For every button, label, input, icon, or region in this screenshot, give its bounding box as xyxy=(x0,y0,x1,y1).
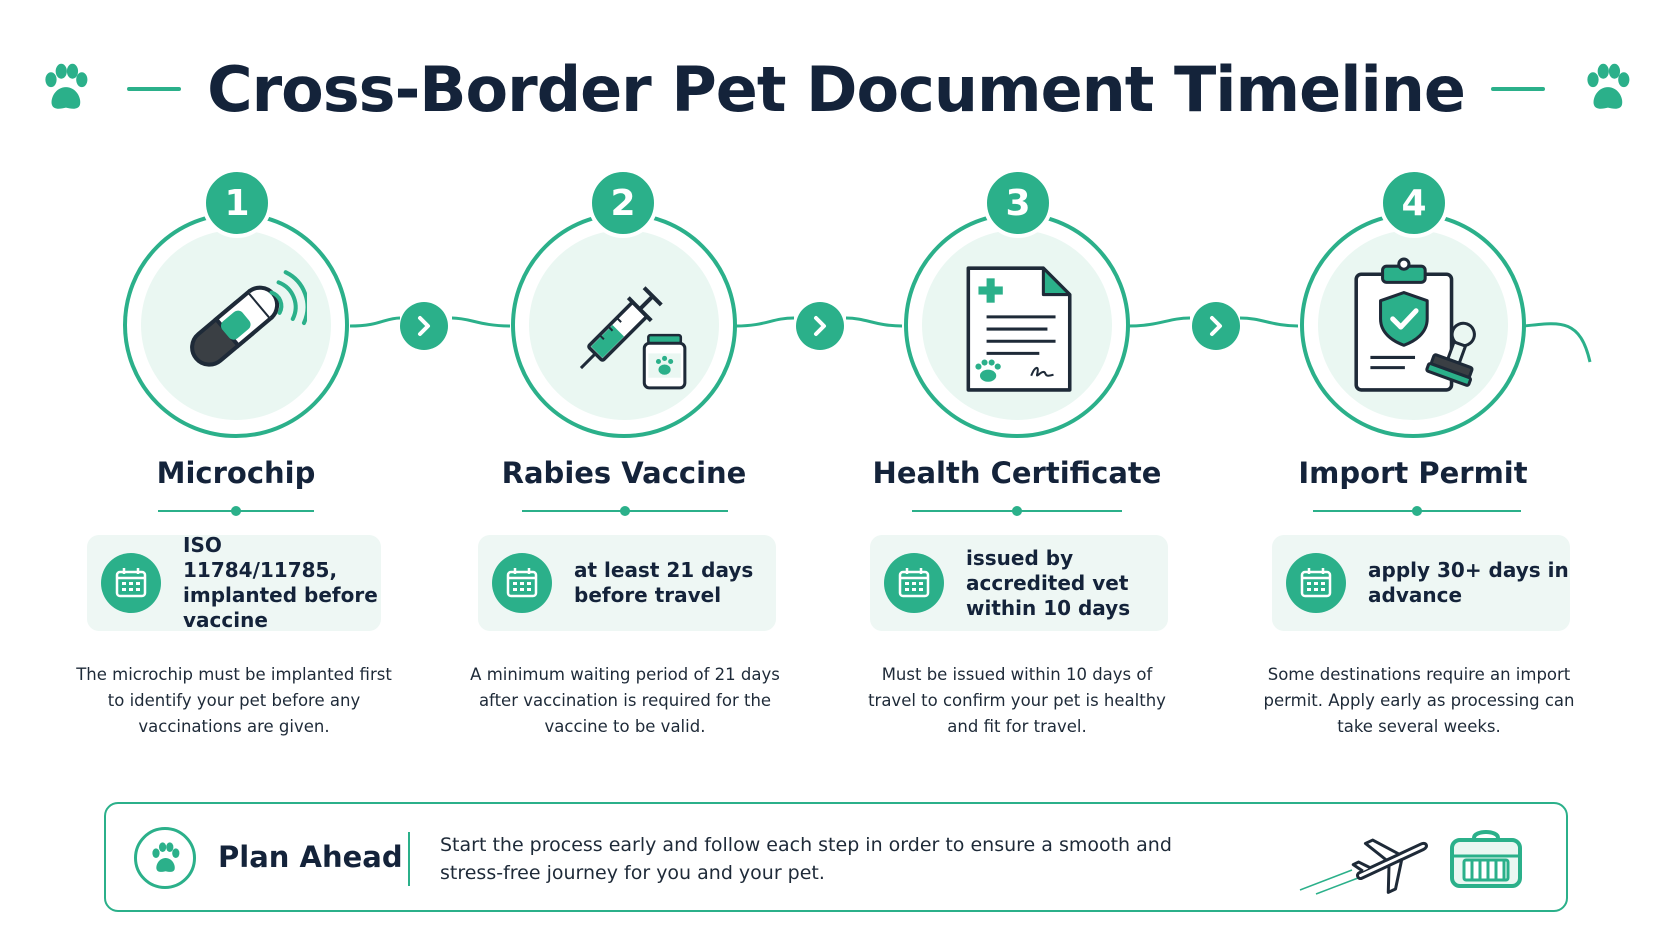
chevron-right-icon xyxy=(400,302,448,350)
step-2-number: 2 xyxy=(588,168,658,238)
pet-carrier-icon xyxy=(1446,826,1526,894)
plan-ahead-panel xyxy=(104,802,1568,912)
step-2-divider xyxy=(522,510,728,512)
page-title: Cross-Border Pet Document Timeline xyxy=(207,52,1465,126)
calendar-icon xyxy=(1286,553,1346,613)
step-4-requirement: apply 30+ days in advance xyxy=(1368,558,1569,607)
calendar-icon xyxy=(101,553,161,613)
plan-divider xyxy=(408,832,410,886)
plan-title: Plan Ahead xyxy=(218,840,403,874)
step-3-number: 3 xyxy=(983,168,1053,238)
step-2-circle xyxy=(511,212,737,438)
step-2-requirement-card xyxy=(478,535,776,631)
step-2-requirement: at least 21 days before travel xyxy=(574,558,754,607)
step-1-divider xyxy=(158,510,314,512)
step-4-requirement-card xyxy=(1272,535,1570,631)
chevron-right-icon xyxy=(796,302,844,350)
step-4-title: Import Permit xyxy=(1298,456,1528,490)
step-1-requirement: ISO 11784/11785, implanted before vaccine xyxy=(183,533,378,632)
step-2-description: A minimum waiting period of 21 days after vaccination is required for the vaccine to be valid. xyxy=(470,665,780,736)
clipboard-permit-icon xyxy=(1342,254,1484,396)
step-3-divider xyxy=(912,510,1122,512)
chevron-right-icon xyxy=(1192,302,1240,350)
calendar-icon xyxy=(884,553,944,613)
step-1-requirement-card xyxy=(87,535,381,631)
syringe-vial-icon xyxy=(553,254,695,396)
step-3-title: Health Certificate xyxy=(872,456,1162,490)
step-1-description: The microchip must be implanted first to identify your pet before any vaccinations are given. xyxy=(76,665,392,736)
paw-badge xyxy=(134,827,196,889)
calendar-icon xyxy=(492,553,552,613)
step-3-requirement-card xyxy=(870,535,1168,631)
step-1-title: Microchip xyxy=(156,456,316,490)
step-1-circle xyxy=(123,212,349,438)
step-4-description: Some destinations require an import permit. Apply early as processing can take several weeks. xyxy=(1263,665,1575,736)
step-4-circle xyxy=(1300,212,1526,438)
step-4-divider xyxy=(1313,510,1521,512)
plan-text: Start the process early and follow each step in order to ensure a smooth and stress-free journey for you and your pet. xyxy=(440,834,1172,884)
airplane-icon xyxy=(1296,818,1436,898)
certificate-icon xyxy=(946,254,1088,396)
step-3-circle xyxy=(904,212,1130,438)
paw-icon xyxy=(147,840,183,876)
step-3-description: Must be issued within 10 days of travel to confirm your pet is healthy and fit for travel. xyxy=(868,665,1166,736)
step-1-number: 1 xyxy=(202,168,272,238)
step-2-title: Rabies Vaccine xyxy=(501,456,747,490)
step-3-requirement: issued by accredited vet within 10 days xyxy=(966,545,1131,620)
step-4-number: 4 xyxy=(1379,168,1449,238)
microchip-icon xyxy=(165,254,307,396)
